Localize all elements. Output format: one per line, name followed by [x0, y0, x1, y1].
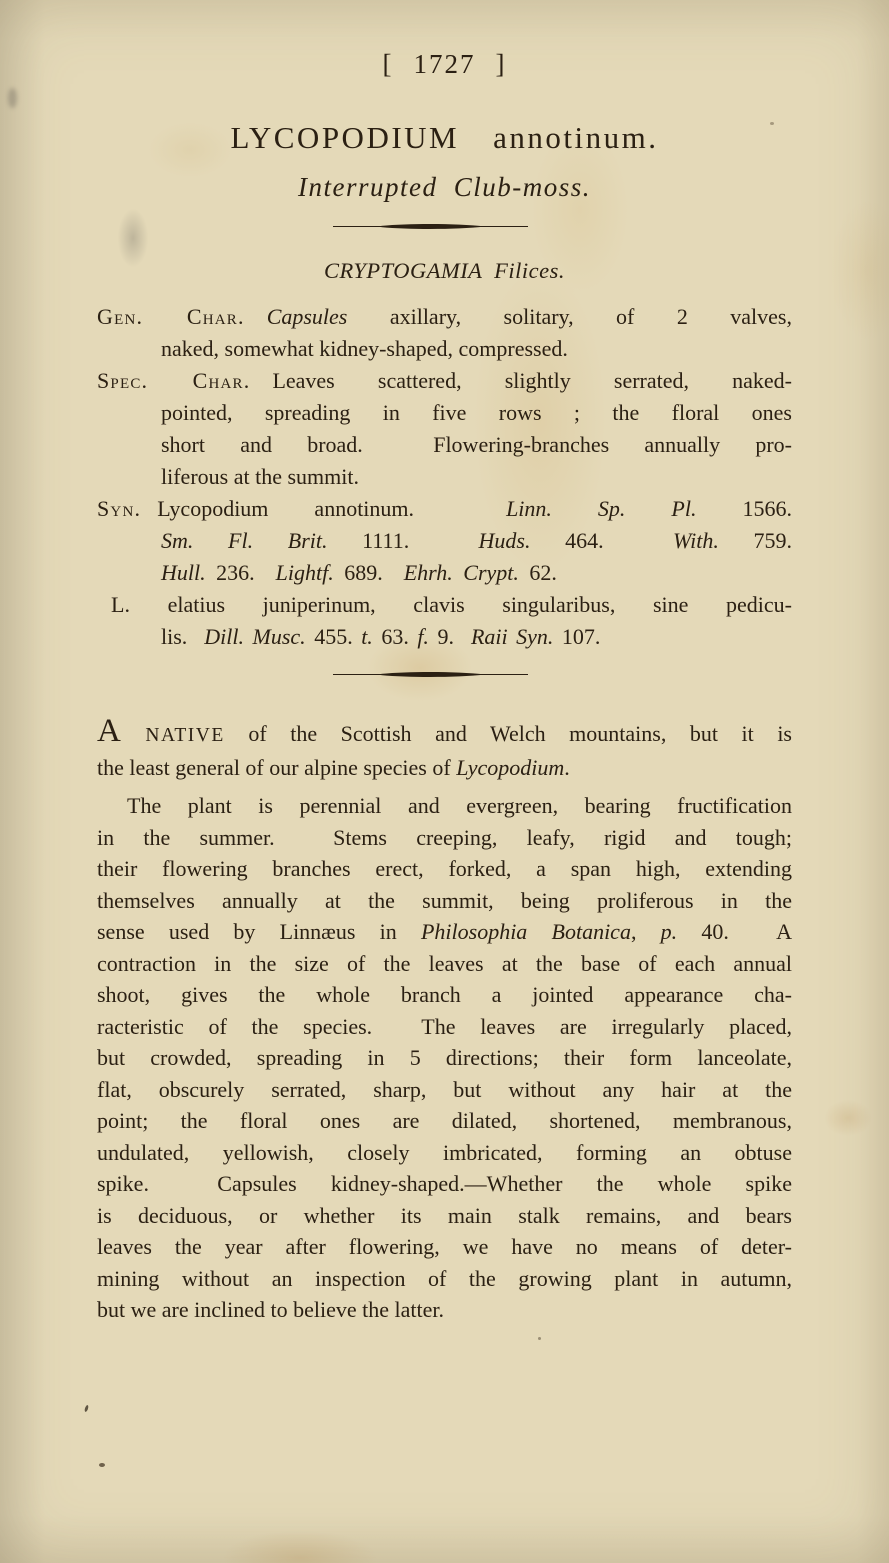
- spec-char-label: Spec. Char.: [97, 368, 251, 393]
- body-line: undulated, yellowish, closely imbricated, forming an obtuse: [97, 1139, 792, 1165]
- body-line: flat, obscurely serrated, sharp, but without any hair at the: [97, 1076, 792, 1102]
- syn-ref-number: 62.: [518, 560, 557, 585]
- swelled-rule-ornament: [333, 670, 528, 679]
- spec-char-line-2: pointed, spreading in five rows ; the floral ones: [161, 400, 792, 425]
- body-text: 40. A: [677, 919, 792, 944]
- body-line: racteristic of the species. The leaves are irregularly placed,: [97, 1013, 792, 1039]
- synonymy-line-1: [97, 493, 792, 525]
- body-line: but crowded, spreading in 5 directions; their form lanceolate,: [97, 1045, 792, 1070]
- syn-ref-number: 759.: [718, 528, 793, 553]
- ink-speck: [770, 122, 774, 125]
- opening-text: .: [564, 755, 570, 780]
- body-line: spike. Capsules kidney-shaped.—Whether the whole spike: [97, 1171, 792, 1196]
- body-line: contraction in the size of the leaves at the base of each annual: [97, 950, 792, 976]
- ink-speck: [99, 1463, 105, 1467]
- body-line: shoot, gives the whole branch a jointed appearance cha-: [97, 982, 792, 1007]
- syn-citation: Sm. Fl. Brit.: [161, 528, 328, 553]
- spec-char-line-3: short and broad. Flowering-branches annually pro-: [161, 432, 792, 457]
- species-epithet: annotinum.: [493, 120, 659, 155]
- body-line: their flowering branches erect, forked, a span high, extending: [97, 856, 792, 881]
- gen-char-text: axillary, solitary, of 2 valves,: [347, 304, 792, 329]
- body-line: in the summer. Stems creeping, leafy, rigid and tough;: [97, 824, 792, 850]
- opening-text: of the Scottish and Welch mountains, but it is: [224, 721, 792, 746]
- body-text: sense used by Linnæus in: [97, 919, 421, 944]
- syn-citation: Dill. Musc.: [204, 624, 306, 649]
- swelled-rule-ornament: [333, 222, 528, 231]
- syn-ref-number: 455.: [305, 624, 362, 649]
- syn-citation: Linn. Sp. Pl.: [506, 496, 697, 521]
- species-title: [97, 120, 792, 156]
- opening-line-1: [97, 715, 792, 752]
- character-sections: [97, 301, 792, 653]
- syn-ref-number: 236.: [205, 560, 276, 585]
- genus-name: LYCOPODIUM: [230, 120, 460, 155]
- syn-citation: Lightf.: [275, 560, 334, 585]
- drop-initial: A: [97, 713, 122, 749]
- opening-smallcaps: NATIVE: [145, 725, 225, 746]
- syn-ref-number: 63.: [372, 624, 418, 649]
- page-number: [97, 48, 792, 80]
- spec-char-line-1: [97, 365, 792, 397]
- opening-paragraph: [97, 715, 792, 784]
- spec-char-line-4: liferous at the summit.: [161, 464, 359, 489]
- opening-line-2: [97, 752, 792, 784]
- description-paragraph: [97, 790, 792, 1326]
- synonymy-line-3: [97, 557, 792, 589]
- syn-ref-number: 1566.: [696, 496, 792, 521]
- syn-citation: Huds.: [478, 528, 531, 553]
- body-line: but we are inclined to believe the latter.: [97, 1297, 444, 1322]
- body-line: point; the floral ones are dilated, shortened, membranous,: [97, 1108, 792, 1133]
- syn-citation: Hull.: [161, 560, 206, 585]
- body-line: is deciduous, or whether its main stalk remains, and bears: [97, 1202, 792, 1228]
- syn-citation: f.: [417, 624, 429, 649]
- gen-char-label: Gen. Char.: [97, 304, 245, 329]
- ink-speck: [538, 1337, 541, 1340]
- syn-ref-number: 1111.: [327, 528, 479, 553]
- syn-ref-number: 689.: [333, 560, 404, 585]
- synonymy-line-4: L. elatius juniperinum, clavis singularibus, sine pedicu-: [111, 592, 792, 617]
- syn-ref-number: 9.: [428, 624, 471, 649]
- gen-char-term: Capsules: [266, 304, 348, 329]
- syn-text: Lycopodium annotinum.: [157, 496, 507, 521]
- body-line: leaves the year after flowering, we have no means of deter-: [97, 1234, 792, 1259]
- syn-citation: Raii Syn.: [470, 624, 554, 649]
- body-line: mining without an inspection of the growing plant in autumn,: [97, 1265, 792, 1291]
- page-number-bracket-left: [: [382, 49, 394, 79]
- syn-ref-number: 107.: [553, 624, 601, 649]
- body-line: themselves annually at the summit, being proliferous in the: [97, 887, 792, 913]
- edge-smudge: [8, 88, 17, 108]
- synonymy-line-5: [97, 621, 792, 653]
- syn-citation: Ehrh. Crypt.: [403, 560, 519, 585]
- page-number-bracket-right: ]: [495, 49, 507, 79]
- genus-reference: Lycopodium: [456, 755, 565, 780]
- body-line: The plant is perennial and evergreen, bearing fructification: [127, 793, 792, 818]
- syn-citation: With.: [673, 528, 719, 553]
- classification-heading: CRYPTOGAMIA Filices.: [324, 258, 565, 283]
- synonymy-line-2: [97, 525, 792, 557]
- gen-char-line-1: [97, 301, 792, 333]
- body-line: [97, 916, 792, 948]
- body-text: ,: [630, 919, 661, 944]
- spec-char-text: Leaves scattered, slightly serrated, naked-: [272, 368, 793, 393]
- syn-text: lis.: [161, 624, 205, 649]
- opening-text: the least general of our alpine species of: [97, 755, 457, 780]
- gen-char-line-2: naked, somewhat kidney-shaped, compressed.: [161, 336, 568, 361]
- page-abbrev: p.: [660, 919, 678, 944]
- syn-citation: t.: [361, 624, 373, 649]
- page-number-value: 1727: [413, 49, 476, 79]
- syn-label: Syn.: [97, 496, 142, 521]
- common-name: Interrupted Club-moss.: [298, 172, 591, 202]
- syn-ref-number: 464.: [530, 528, 673, 553]
- ink-speck: [84, 1405, 89, 1413]
- book-title-reference: Philosophia Botanica: [420, 919, 631, 944]
